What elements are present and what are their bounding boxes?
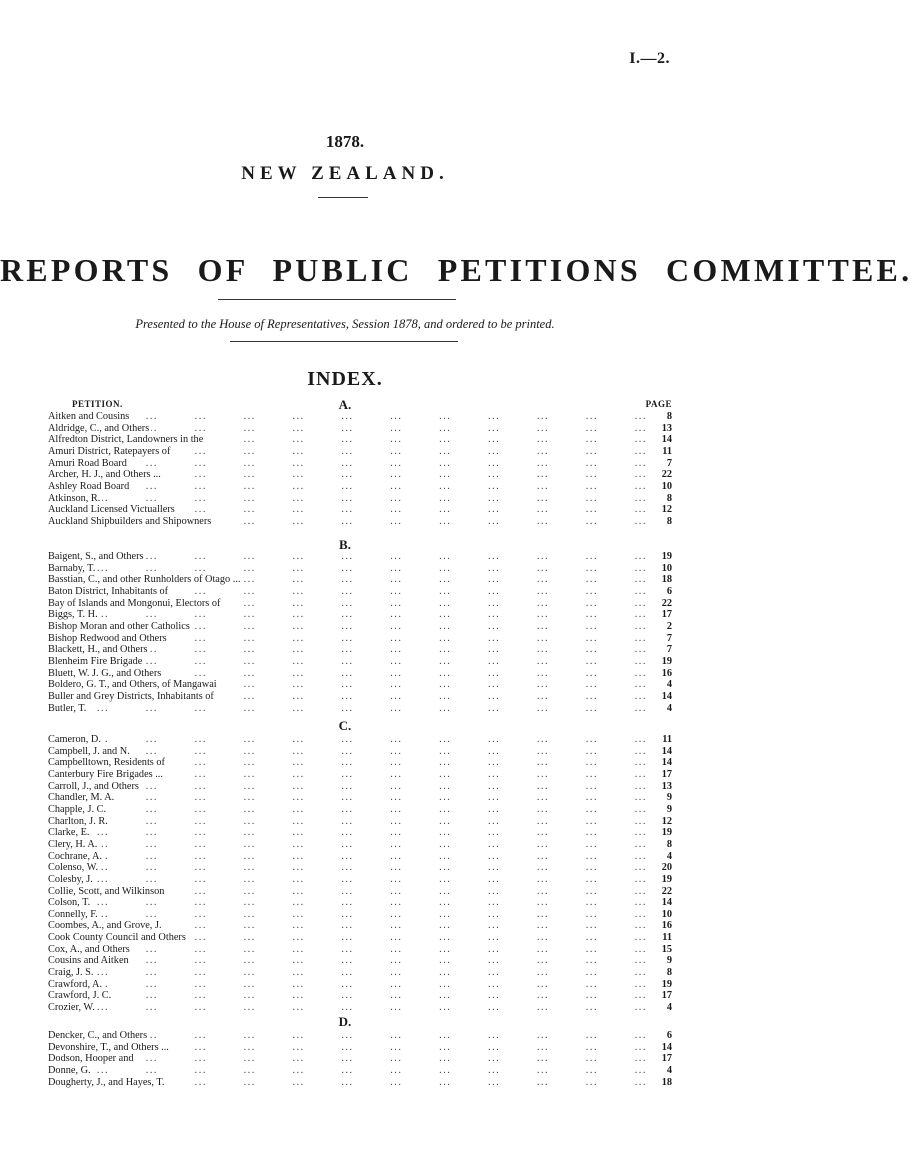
- petition-name: Alfredton District, Landowners in the: [48, 434, 204, 446]
- petition-name: Aldridge, C., and Others: [48, 422, 150, 434]
- dot-leader: [48, 804, 648, 816]
- index-entry: [48, 504, 672, 516]
- index-entry: [48, 656, 672, 668]
- index-entry: [48, 551, 672, 563]
- petition-name: Ashley Road Board: [48, 480, 130, 492]
- index-entry: [48, 644, 672, 656]
- page-number: 15: [661, 943, 672, 955]
- petition-name: Crawford, A.: [48, 978, 103, 990]
- petition-name: Carroll, J., and Others: [48, 780, 139, 792]
- index-entry: [48, 633, 672, 645]
- dot-leader: [48, 816, 648, 828]
- index-entry: [48, 897, 672, 909]
- dot-leader: [48, 1053, 648, 1065]
- petition-name: Dodson, Hooper and: [48, 1053, 134, 1065]
- index-entry: [48, 792, 672, 804]
- index-entry: [48, 668, 672, 680]
- petition-name: Amuri Road Board: [48, 457, 127, 469]
- page-number: 22: [661, 885, 672, 897]
- petition-name: Canterbury Fire Brigades ...: [48, 769, 163, 780]
- index-entry: [48, 609, 672, 621]
- petition-name: Cameron, D.: [48, 734, 101, 745]
- page-number: 17: [661, 1053, 672, 1065]
- page-number: 8: [666, 515, 672, 527]
- dot-leader: [48, 792, 648, 804]
- dot-leader: [48, 897, 648, 909]
- petition-name: Baton District, Inhabitants of: [48, 586, 169, 597]
- index-entry: [48, 827, 672, 839]
- index-entry: [48, 839, 672, 851]
- page-number: 11: [662, 445, 672, 457]
- index-entry: [48, 1077, 672, 1089]
- petition-name: Craig, J. S.: [48, 967, 94, 978]
- dot-leader: [48, 1002, 648, 1014]
- index-entry: [48, 423, 672, 435]
- page-number: 14: [661, 1041, 672, 1053]
- page-number: 18: [661, 574, 672, 586]
- index-entry: [48, 874, 672, 886]
- section-letter: B.: [339, 537, 351, 552]
- page-number: 13: [661, 780, 672, 792]
- petition-name: Devonshire, T., and Others ...: [48, 1041, 169, 1053]
- dot-leader: [48, 955, 648, 967]
- dot-leader: [48, 703, 648, 715]
- index-entry: [48, 458, 672, 470]
- divider: [218, 299, 456, 300]
- page-number: 6: [666, 586, 672, 597]
- petition-name: Baigent, S., and Others: [48, 551, 144, 562]
- index-entry: [48, 990, 672, 1002]
- petition-name: Barnaby, T.: [48, 562, 96, 574]
- index-entry: [48, 563, 672, 575]
- dot-leader: [48, 827, 648, 839]
- page-number: 9: [666, 955, 672, 967]
- petition-name: Biggs, T. H.: [48, 609, 98, 621]
- page-number: 14: [661, 745, 672, 757]
- dot-leader: [48, 734, 648, 746]
- petition-name: Cox, A., and Others: [48, 943, 130, 955]
- page-number: 12: [661, 504, 672, 516]
- petition-name: Campbelltown, Residents of: [48, 757, 165, 769]
- index-entry: [48, 816, 672, 828]
- index-entry: [48, 1042, 672, 1054]
- petition-name: Blackett, H., and Others: [48, 644, 148, 656]
- page-number: 7: [666, 644, 672, 656]
- page-number: 6: [666, 1030, 672, 1041]
- dot-leader: [48, 1065, 648, 1077]
- petition-name: Auckland Licensed Victuallers: [48, 504, 175, 516]
- page-number: 22: [661, 597, 672, 609]
- report-title: REPORTS OF PUBLIC PETITIONS COMMITTEE.: [0, 252, 912, 288]
- index-entry: [48, 446, 672, 458]
- dot-leader: [48, 609, 648, 621]
- page-number: 19: [661, 873, 672, 885]
- page-number: 10: [661, 562, 672, 574]
- dot-leader: [48, 458, 648, 470]
- petition-name: Cook County Council and Others: [48, 932, 186, 943]
- index-entry: [48, 1030, 672, 1042]
- dot-leader: [48, 944, 648, 956]
- petition-name: Dougherty, J., and Hayes, T.: [48, 1076, 165, 1088]
- index-entry: [48, 598, 672, 610]
- page-number: 9: [666, 803, 672, 815]
- petition-name: Blenheim Fire Brigade: [48, 655, 143, 667]
- petition-name: Donne, G.: [48, 1065, 91, 1076]
- index-entry: [48, 1053, 672, 1065]
- presentation-note: Presented to the House of Representatives, Session 1878, and ordered to be printed.: [135, 317, 555, 331]
- section-letter: A.: [338, 397, 352, 412]
- index-entry: [48, 703, 672, 715]
- index-entry: [48, 586, 672, 598]
- page-number: 19: [661, 551, 672, 562]
- index-entry: [48, 679, 672, 691]
- dot-leader: [48, 862, 648, 874]
- petition-name: Bluett, W. J. G., and Others: [48, 667, 162, 679]
- dot-leader: [48, 746, 648, 758]
- index-entry: [48, 493, 672, 505]
- index-entry: [48, 955, 672, 967]
- year-heading: 1878.: [325, 132, 365, 151]
- index-entry: [48, 481, 672, 493]
- page-number: 8: [666, 492, 672, 504]
- page-number: 10: [661, 908, 672, 920]
- index-entry: [48, 944, 672, 956]
- index-entry: [48, 967, 672, 979]
- petition-name: Auckland Shipbuilders and Shipowners: [48, 515, 212, 527]
- index-entry: [48, 434, 672, 446]
- index-entry: [48, 1065, 672, 1077]
- petition-name: Colenso, W.: [48, 862, 99, 874]
- index-entry: [48, 781, 672, 793]
- page-reference: I.—2.: [629, 50, 670, 67]
- dot-leader: [48, 909, 648, 921]
- index-entry: [48, 920, 672, 932]
- page-number: 12: [661, 815, 672, 827]
- petition-name: Bay of Islands and Mongonui, Electors of: [48, 597, 221, 609]
- petition-name: Atkinson, R.: [48, 492, 101, 504]
- index-entry: [48, 769, 672, 781]
- page-number: 4: [666, 702, 672, 714]
- dot-leader: [48, 481, 648, 493]
- petition-name: Dencker, C., and Others: [48, 1030, 148, 1041]
- page-number: 19: [661, 978, 672, 990]
- country-heading: NEW ZEALAND.: [241, 163, 449, 184]
- page-number: 4: [666, 679, 672, 691]
- petition-name: Campbell, J. and N.: [48, 745, 130, 757]
- petition-name: Connelly, F.: [48, 908, 98, 920]
- column-header-petition: PETITION.: [72, 399, 123, 409]
- dot-leader: [48, 851, 648, 863]
- petition-name: Cousins and Aitken: [48, 955, 129, 967]
- page-number: 8: [666, 411, 672, 422]
- index-entry: [48, 621, 672, 633]
- page-number: 8: [666, 967, 672, 978]
- page-number: 17: [661, 990, 672, 1002]
- index-entry: [48, 691, 672, 703]
- page-number: 7: [666, 632, 672, 644]
- index-entry: [48, 469, 672, 481]
- index-entry: [48, 862, 672, 874]
- divider: [318, 197, 368, 198]
- page-number: 4: [666, 1065, 672, 1076]
- index-entry: [48, 1002, 672, 1014]
- page-number: 20: [661, 862, 672, 874]
- page-number: 17: [661, 609, 672, 621]
- page-number: 11: [662, 734, 672, 745]
- page-number: 8: [666, 838, 672, 850]
- dot-leader: [48, 563, 648, 575]
- page-number: 14: [661, 897, 672, 909]
- page-number: 14: [661, 434, 672, 446]
- section-letter: D.: [338, 1014, 352, 1029]
- page-number: 11: [662, 932, 672, 943]
- index-entry: [48, 574, 672, 586]
- page-number: 2: [666, 620, 672, 632]
- page-number: 22: [661, 469, 672, 481]
- petition-name: Bishop Moran and other Catholics: [48, 620, 190, 632]
- index-title: INDEX.: [307, 368, 383, 390]
- page-number: 14: [661, 757, 672, 769]
- petition-name: Collie, Scott, and Wilkinson: [48, 885, 165, 897]
- divider: [230, 341, 458, 342]
- index-entry: [48, 932, 672, 944]
- index-entry: [48, 746, 672, 758]
- dot-leader: [48, 493, 648, 505]
- petition-name: Crozier, W.: [48, 1002, 95, 1013]
- petition-name: Boldero, G. T., and Others, of Mangawai: [48, 679, 217, 691]
- page-number: 4: [666, 850, 672, 862]
- section-letter: C.: [338, 718, 352, 733]
- page-number: 9: [666, 792, 672, 804]
- petition-name: Crawford, J. C.: [48, 990, 112, 1002]
- index-entry: [48, 804, 672, 816]
- petition-name: Clery, H. A.: [48, 838, 98, 850]
- page-number: 19: [661, 827, 672, 839]
- petition-name: Aitken and Cousins: [48, 411, 130, 422]
- petition-name: Cochrane, A.: [48, 850, 103, 862]
- index-entry: [48, 909, 672, 921]
- petition-name: Clarke, E.: [48, 827, 90, 839]
- index-entry: [48, 979, 672, 991]
- dot-leader: [48, 967, 648, 979]
- petition-name: Chandler, M. A.: [48, 792, 115, 804]
- petition-name: Buller and Grey Districts, Inhabitants of: [48, 690, 214, 702]
- page-number: 10: [661, 480, 672, 492]
- page-number: 13: [661, 422, 672, 434]
- petition-name: Amuri District, Ratepayers of: [48, 445, 171, 457]
- petition-name: Basstian, C., and other Runholders of Otago ...: [48, 574, 241, 586]
- page-number: 18: [661, 1076, 672, 1088]
- index-entry: [48, 516, 672, 528]
- index-entry: [48, 734, 672, 746]
- dot-leader: [48, 839, 648, 851]
- column-header-page: PAGE: [645, 399, 672, 409]
- page-number: 19: [661, 655, 672, 667]
- petition-name: Bishop Redwood and Others: [48, 632, 167, 644]
- petition-name: Chapple, J. C.: [48, 803, 107, 815]
- petition-name: Colesby, J.: [48, 873, 93, 885]
- page-number: 14: [661, 690, 672, 702]
- dot-leader: [48, 874, 648, 886]
- page-number: 16: [661, 667, 672, 679]
- petition-name: Colson, T.: [48, 897, 91, 909]
- petition-name: Coombes, A., and Grove, J.: [48, 920, 162, 932]
- petition-name: Charlton, J. R.: [48, 815, 108, 827]
- page-number: 17: [661, 769, 672, 780]
- index-entry: [48, 411, 672, 423]
- index-entry: [48, 886, 672, 898]
- dot-leader: [48, 979, 648, 991]
- page-number: 7: [666, 457, 672, 469]
- index-entry: [48, 851, 672, 863]
- dot-leader: [48, 411, 648, 423]
- page-number: 4: [666, 1002, 672, 1013]
- page-number: 16: [661, 920, 672, 932]
- dot-leader: [48, 990, 648, 1002]
- index-entry: [48, 757, 672, 769]
- petition-name: Archer, H. J., and Others ...: [48, 469, 161, 481]
- petition-name: Butler, T.: [48, 702, 87, 714]
